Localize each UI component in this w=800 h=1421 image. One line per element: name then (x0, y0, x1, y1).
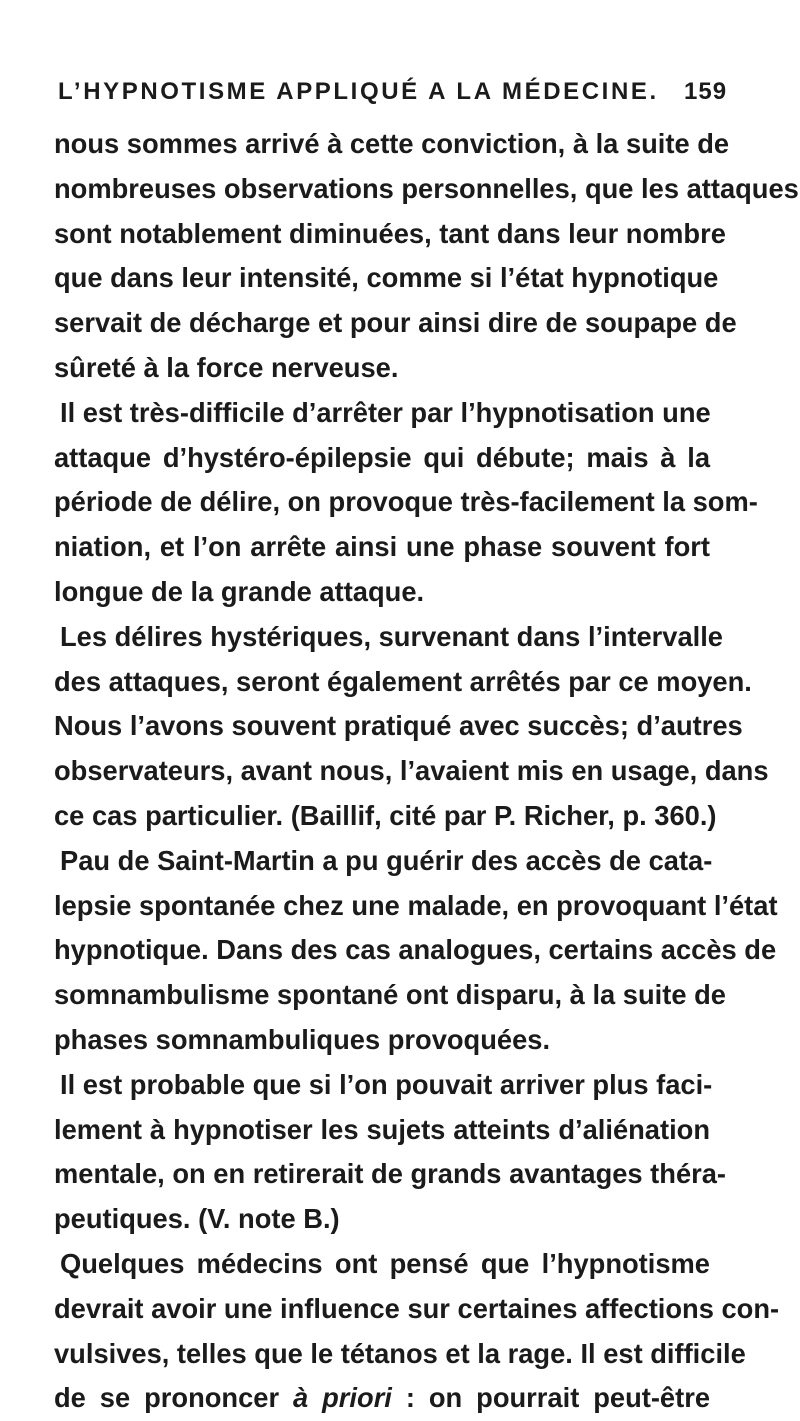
text-line: longue de la grande attaque. (54, 575, 425, 607)
text-line: niation, et l’on arrête ainsi une phase souvent fort (54, 531, 710, 563)
text-fragment: de se prononcer (54, 1382, 294, 1414)
text-line: nous sommes arrivé à cette conviction, à la suite de (54, 128, 730, 159)
text-line (54, 1376, 710, 1421)
running-title: L’HYPNOTISME APPLIQUÉ A LA MÉDECINE. (58, 78, 659, 105)
text-line: Il est probable que si l’on pouvait arriver plus faci- (60, 1068, 713, 1100)
text-line: somnambulisme spontané ont disparu, à la suite de (54, 979, 726, 1011)
text-line: peutiques. (V. note B.) (54, 1203, 340, 1235)
text-line: attaque d’hystéro-épilepsie qui débute; mais à la (54, 441, 710, 473)
page-number: 159 (684, 78, 728, 105)
text-line: sont notablement diminuées, tant dans leur nombre (54, 217, 726, 249)
text-line: servait de décharge et pour ainsi dire de soupape de (54, 307, 737, 339)
text-line: vulsives, telles que le tétanos et la rage. Il est difficile (54, 1337, 746, 1369)
text-line: nombreuses observations personnelles, que les attaques (54, 172, 799, 204)
text-line: Les délires hystériques, survenant dans l’intervalle (60, 620, 723, 652)
text-line: lepsie spontanée chez une malade, en provoquant l’état (54, 889, 778, 921)
text-line: hypnotique. Dans des cas analogues, certains accès de (54, 934, 777, 966)
text-line: sûreté à la force nerveuse. (54, 351, 399, 383)
text-line: phases somnambuliques provoquées. (54, 1023, 551, 1055)
text-line: Il est très-difficile d’arrêter par l’hypnotisation une (60, 396, 711, 428)
italic-phrase: à priori (293, 1382, 392, 1414)
text-fragment: : on pourrait peut-être (391, 1382, 711, 1414)
text-line: que dans leur intensité, comme si l’état hypnotique (54, 262, 719, 294)
text-line: Pau de Saint-Martin a pu guérir des accès de cata- (60, 844, 713, 876)
text-line: période de délire, on provoque très-facilement la som- (54, 486, 758, 518)
text-line: des attaques, seront également arrêtés par ce moyen. (54, 665, 752, 697)
body-text (54, 122, 799, 1421)
text-line: lement à hypnotiser les sujets atteints d’aliénation (54, 1113, 710, 1145)
text-line: devrait avoir une influence sur certaines affections con- (54, 1292, 780, 1324)
text-line: Quelques médecins ont pensé que l’hypnotisme (60, 1247, 710, 1279)
text-line: observateurs, avant nous, l’avaient mis en usage, dans (54, 755, 769, 787)
running-header (58, 78, 800, 110)
text-line: ce cas particulier. (Baillif, cité par P. Richer, p. 360.) (54, 799, 717, 831)
text-line: Nous l’avons souvent pratiqué avec succès; d’autres (54, 710, 743, 742)
text-line: mentale, on en retirerait de grands avantages théra- (54, 1158, 727, 1190)
